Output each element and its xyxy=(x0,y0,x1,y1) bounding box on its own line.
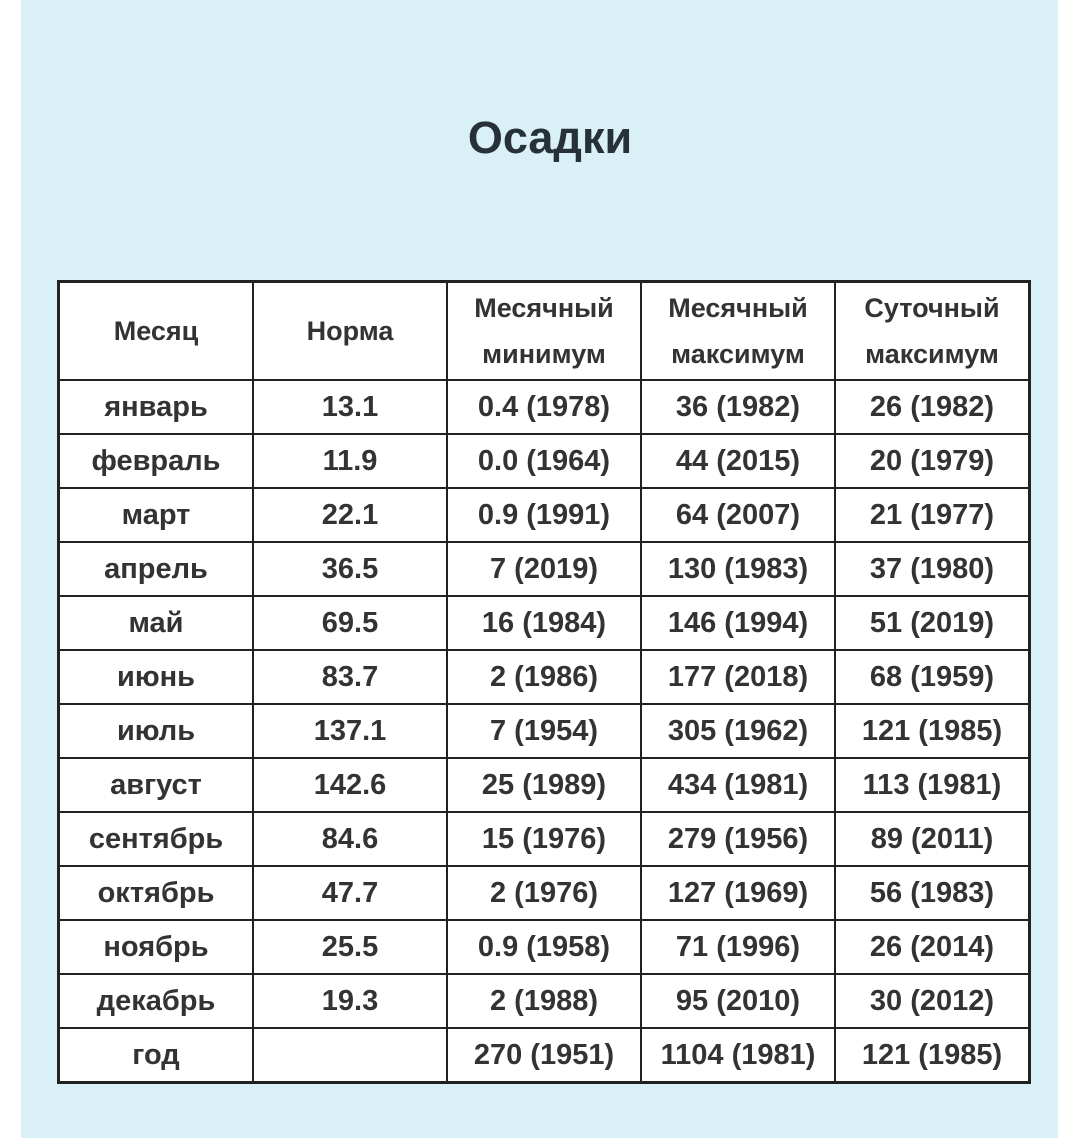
cell-norm: 13.1 xyxy=(253,380,447,434)
cell-norm: 47.7 xyxy=(253,866,447,920)
table-row xyxy=(59,488,1030,542)
cell-norm: 36.5 xyxy=(253,542,447,596)
cell-daily-max: 113 (1981) xyxy=(835,758,1030,812)
cell-daily-max: 26 (1982) xyxy=(835,380,1030,434)
cell-monthly-min: 270 (1951) xyxy=(447,1028,641,1083)
cell-monthly-max: 279 (1956) xyxy=(641,812,835,866)
cell-norm: 11.9 xyxy=(253,434,447,488)
cell-monthly-max: 1104 (1981) xyxy=(641,1028,835,1083)
cell-monthly-max: 130 (1983) xyxy=(641,542,835,596)
header-norm: Норма xyxy=(253,282,447,381)
cell-norm: 137.1 xyxy=(253,704,447,758)
cell-monthly-max: 305 (1962) xyxy=(641,704,835,758)
table-row xyxy=(59,758,1030,812)
cell-monthly-max: 177 (2018) xyxy=(641,650,835,704)
cell-norm: 22.1 xyxy=(253,488,447,542)
cell-month: ноябрь xyxy=(59,920,254,974)
table-row xyxy=(59,1028,1030,1083)
cell-monthly-max: 95 (2010) xyxy=(641,974,835,1028)
cell-monthly-min: 16 (1984) xyxy=(447,596,641,650)
cell-daily-max: 68 (1959) xyxy=(835,650,1030,704)
cell-norm xyxy=(253,1028,447,1083)
table-header-row xyxy=(59,282,1030,381)
cell-monthly-max: 146 (1994) xyxy=(641,596,835,650)
page-title: Осадки xyxy=(467,112,633,163)
cell-monthly-max: 36 (1982) xyxy=(641,380,835,434)
cell-monthly-max: 44 (2015) xyxy=(641,434,835,488)
cell-month: январь xyxy=(59,380,254,434)
cell-daily-max: 37 (1980) xyxy=(835,542,1030,596)
cell-month: год xyxy=(59,1028,254,1083)
cell-daily-max: 121 (1985) xyxy=(835,704,1030,758)
table-row xyxy=(59,434,1030,488)
cell-month: май xyxy=(59,596,254,650)
cell-monthly-max: 71 (1996) xyxy=(641,920,835,974)
table-row xyxy=(59,596,1030,650)
cell-monthly-min: 0.9 (1958) xyxy=(447,920,641,974)
precipitation-table xyxy=(57,280,1031,1084)
cell-monthly-min: 2 (1986) xyxy=(447,650,641,704)
cell-monthly-min: 0.9 (1991) xyxy=(447,488,641,542)
cell-daily-max: 30 (2012) xyxy=(835,974,1030,1028)
table-row xyxy=(59,704,1030,758)
cell-norm: 25.5 xyxy=(253,920,447,974)
cell-monthly-min: 25 (1989) xyxy=(447,758,641,812)
cell-daily-max: 56 (1983) xyxy=(835,866,1030,920)
header-monthly-max: Месячный максимум xyxy=(641,282,835,381)
cell-monthly-max: 64 (2007) xyxy=(641,488,835,542)
cell-month: февраль xyxy=(59,434,254,488)
cell-month: июнь xyxy=(59,650,254,704)
cell-month: июль xyxy=(59,704,254,758)
cell-monthly-min: 0.4 (1978) xyxy=(447,380,641,434)
cell-month: сентябрь xyxy=(59,812,254,866)
cell-monthly-min: 7 (2019) xyxy=(447,542,641,596)
cell-monthly-max: 127 (1969) xyxy=(641,866,835,920)
cell-norm: 142.6 xyxy=(253,758,447,812)
cell-monthly-min: 15 (1976) xyxy=(447,812,641,866)
cell-daily-max: 121 (1985) xyxy=(835,1028,1030,1083)
header-daily-max: Суточный максимум xyxy=(835,282,1030,381)
cell-norm: 84.6 xyxy=(253,812,447,866)
table-row xyxy=(59,812,1030,866)
cell-norm: 83.7 xyxy=(253,650,447,704)
header-monthly-min: Месячный минимум xyxy=(447,282,641,381)
table-row xyxy=(59,974,1030,1028)
cell-month: октябрь xyxy=(59,866,254,920)
cell-daily-max: 20 (1979) xyxy=(835,434,1030,488)
cell-norm: 19.3 xyxy=(253,974,447,1028)
table-row xyxy=(59,866,1030,920)
cell-daily-max: 89 (2011) xyxy=(835,812,1030,866)
table-row xyxy=(59,380,1030,434)
cell-monthly-min: 7 (1954) xyxy=(447,704,641,758)
table-row xyxy=(59,542,1030,596)
cell-month: март xyxy=(59,488,254,542)
cell-norm: 69.5 xyxy=(253,596,447,650)
cell-daily-max: 51 (2019) xyxy=(835,596,1030,650)
cell-daily-max: 21 (1977) xyxy=(835,488,1030,542)
cell-daily-max: 26 (2014) xyxy=(835,920,1030,974)
cell-month: август xyxy=(59,758,254,812)
cell-month: декабрь xyxy=(59,974,254,1028)
cell-monthly-min: 2 (1988) xyxy=(447,974,641,1028)
cell-monthly-min: 0.0 (1964) xyxy=(447,434,641,488)
cell-monthly-max: 434 (1981) xyxy=(641,758,835,812)
cell-month: апрель xyxy=(59,542,254,596)
header-month: Месяц xyxy=(59,282,254,381)
table-row xyxy=(59,650,1030,704)
cell-monthly-min: 2 (1976) xyxy=(447,866,641,920)
table-row xyxy=(59,920,1030,974)
